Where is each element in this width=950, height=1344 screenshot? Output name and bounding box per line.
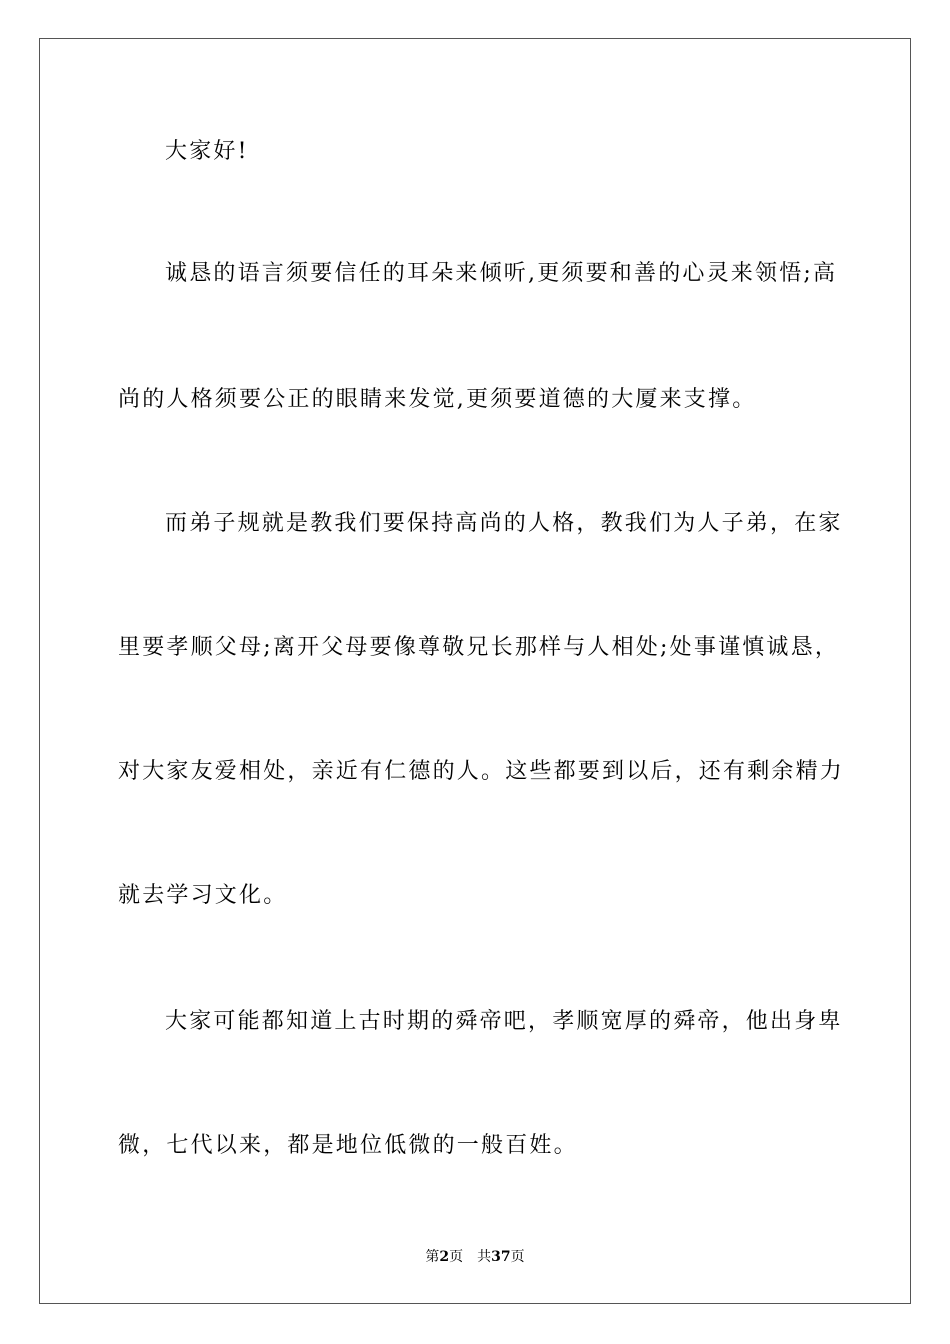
- paragraph-3-line-1: 大家可能都知道上古时期的舜帝吧，孝顺宽厚的舜帝，他出身卑: [165, 1009, 843, 1034]
- total-prefix: 共: [477, 1249, 492, 1265]
- paragraph-2-line-2: 里要孝顺父母;离开父母要像尊敬兄长那样与人相处;处事谨慎诚恳，: [118, 635, 840, 660]
- total-pages: 37: [491, 1249, 511, 1265]
- paragraph-2-line-3: 对大家友爱相处，亲近有仁德的人。这些都要到以后，还有剩余精力: [118, 759, 845, 784]
- page-frame: [39, 38, 911, 1304]
- total-suffix: 页: [510, 1249, 525, 1265]
- paragraph-2-line-4: 就去学习文化。: [118, 883, 288, 908]
- page-number: 2: [439, 1249, 450, 1265]
- greeting-line: 大家好!: [165, 139, 249, 164]
- paragraph-2-line-1: 而弟子规就是教我们要保持高尚的人格，教我们为人子弟，在家: [165, 511, 843, 536]
- page-footer: [0, 1248, 950, 1266]
- paragraph-1-line-2: 尚的人格须要公正的眼睛来发觉,更须要道德的大厦来支撑。: [118, 387, 757, 412]
- page-prefix: 第: [425, 1249, 440, 1265]
- page-suffix: 页: [449, 1249, 464, 1265]
- paragraph-1-line-1: 诚恳的语言须要信任的耳朵来倾听,更须要和善的心灵来领悟;高: [165, 261, 838, 286]
- paragraph-3-line-2: 微，七代以来，都是地位低微的一般百姓。: [118, 1133, 578, 1158]
